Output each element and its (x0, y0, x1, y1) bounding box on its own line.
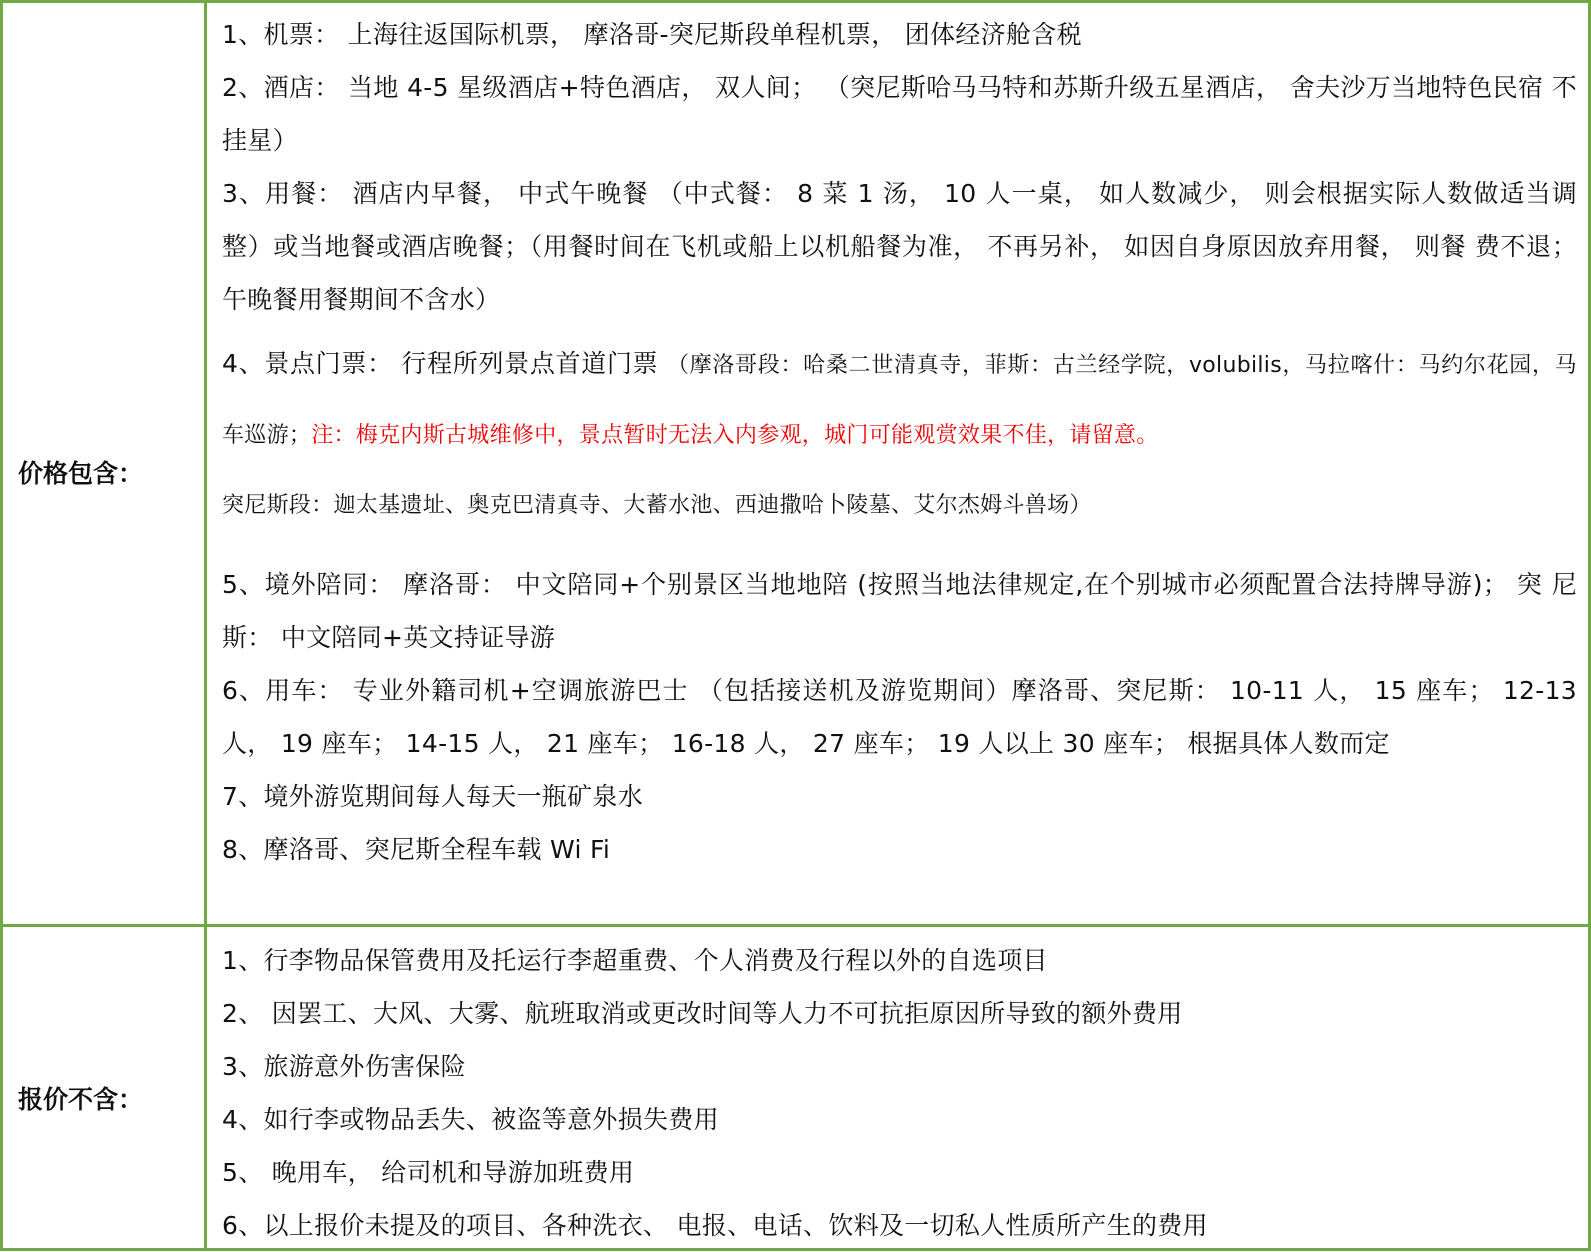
included-item-flights: 1、机票： 上海往返国际机票， 摩洛哥-突尼斯段单程机票， 团体经济舱含税 (222, 20, 1082, 49)
excluded-item-loss: 4、如行李或物品丢失、被盗等意外损失费用 (222, 1105, 719, 1134)
excluded-item-overtime: 5、 晚用车， 给司机和导游加班费用 (222, 1158, 635, 1187)
tickets-detail: （摩洛哥段：哈桑二世清真寺，菲斯：古兰经学院，volubilis，马拉喀什：马约尔花园，马车巡游； (222, 353, 1577, 448)
included-item-vehicles: 6、用车： 专业外籍司机+空调旅游巴士 （包括接送机及游览期间）摩洛哥、突尼斯： 10-11 人， 15 座车； 12-13 人， 19 座车； 14-15 人， 21 座车； 16-18 人， 27 座车； 19 人以上 30 座车； 根据具体人数而定 (222, 676, 1577, 758)
excluded-item-force-majeure: 2、 因罢工、大风、大雾、航班取消或更改时间等人力不可抗拒原因所导致的额外费用 (222, 999, 1183, 1028)
included-item-water: 7、境外游览期间每人每天一瓶矿泉水 (222, 782, 644, 811)
tickets-warning: 注：梅克内斯古城维修中，景点暂时无法入内参观，城门可能观赏效果不佳，请留意。 (311, 423, 1159, 448)
column-divider (204, 0, 207, 1251)
row-divider (0, 924, 1591, 927)
tickets-lead: 4、景点门票： 行程所列景点首道门票 (222, 349, 667, 378)
included-label: 价格包含： (18, 459, 144, 488)
excluded-label: 报价不含： (18, 1085, 144, 1114)
excluded-item-luggage: 1、行李物品保管费用及托运行李超重费、个人消费及行程以外的自选项目 (222, 946, 1048, 975)
tickets-tunisia: 突尼斯段：迦太基遗址、奥克巴清真寺、大蓄水池、西迪撒哈卜陵墓、艾尔杰姆斗兽场） (222, 493, 1092, 518)
included-item-meals: 3、用餐： 酒店内早餐， 中式午晚餐 （中式餐： 8 菜 1 汤， 10 人一桌， 如人数减少， 则会根据实际人数做适当调 整）或当地餐或酒店晚餐；（用餐时间在飞机或船上以机船餐为准， 不再另补， 如因自身原因放弃用餐， 则餐 费不退； 午晚餐用餐期间不含水） (222, 179, 1577, 314)
excluded-list (222, 934, 1577, 1252)
included-item-hotels: 2、酒店： 当地 4-5 星级酒店+特色酒店， 双人间； （突尼斯哈马马特和苏斯升级五星酒店， 舍夫沙万当地特色民宿 不挂星） (222, 73, 1577, 155)
excluded-item-insurance: 3、旅游意外伤害保险 (222, 1052, 466, 1081)
included-item-tickets (222, 330, 1577, 540)
included-item-wifi: 8、摩洛哥、突尼斯全程车载 Wi Fi (222, 835, 611, 864)
included-item-guides: 5、境外陪同： 摩洛哥： 中文陪同+个别景区当地地陪 (按照当地法律规定,在个别城市必须配置合法持牌导游)； 突 尼斯： 中文陪同+英文持证导游 (222, 570, 1577, 652)
included-list (222, 8, 1577, 876)
excluded-item-personal: 6、以上报价未提及的项目、各种洗衣、 电报、电话、饮料及一切私人性质所产生的费用 (222, 1211, 1208, 1240)
